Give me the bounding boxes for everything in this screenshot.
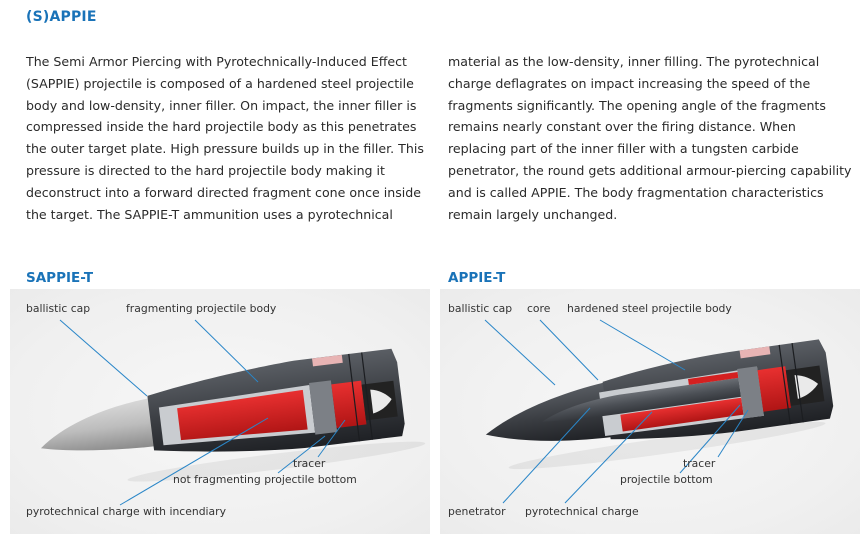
label-core: core bbox=[527, 302, 551, 315]
label-hardened-body: hardened steel projectile body bbox=[567, 302, 732, 315]
paragraph-left: The Semi Armor Piercing with Pyrotechnically-Induced Effect (SAPPIE) projectile is composed of a hardened steel projectile body and low-density, inner filler. On impact, the inner filler is compressed inside the hard projectile body as this penetrates the outer target plate. High pressure builds up in the filler. This pressure is directed to the hard projectile body making it deconstruct into a forward directed fragment cone once inside the target. The SAPPIE-T ammunition uses a pyrotechnical bbox=[26, 54, 424, 222]
label-ballistic-cap: ballistic cap bbox=[26, 302, 91, 315]
label-pyro-charge: pyrotechnical charge bbox=[525, 505, 639, 518]
sappie-heading: SAPPIE-T bbox=[26, 270, 94, 286]
label-penetrator: penetrator bbox=[448, 505, 506, 518]
label-pyro-charge-incendiary: pyrotechnical charge with incendiary bbox=[26, 505, 227, 518]
label-tracer: tracer bbox=[293, 457, 326, 470]
page-title: (S)APPIE bbox=[26, 9, 97, 25]
label-fragmenting-body: fragmenting projectile body bbox=[126, 302, 277, 315]
appie-projectile bbox=[479, 339, 836, 479]
label-not-fragmenting-bottom: not fragmenting projectile bottom bbox=[173, 473, 357, 486]
label-ballistic-cap: ballistic cap bbox=[448, 302, 513, 315]
label-tracer: tracer bbox=[683, 457, 716, 470]
paragraph-right: material as the low-density, inner filling. The pyrotechnical charge deflagrates on impact increasing the speed of the fragments significantly. The opening angle of the fragments remains nearly constant over the firing distance. When replacing part of the inner filler with a tungsten carbide penetrator, the round gets additional armour-piercing capability and is called APPIE. The body fragmentation characteristics remain largely unchanged. bbox=[448, 54, 852, 222]
appie-heading: APPIE-T bbox=[448, 270, 506, 286]
label-projectile-bottom: projectile bottom bbox=[620, 473, 713, 486]
